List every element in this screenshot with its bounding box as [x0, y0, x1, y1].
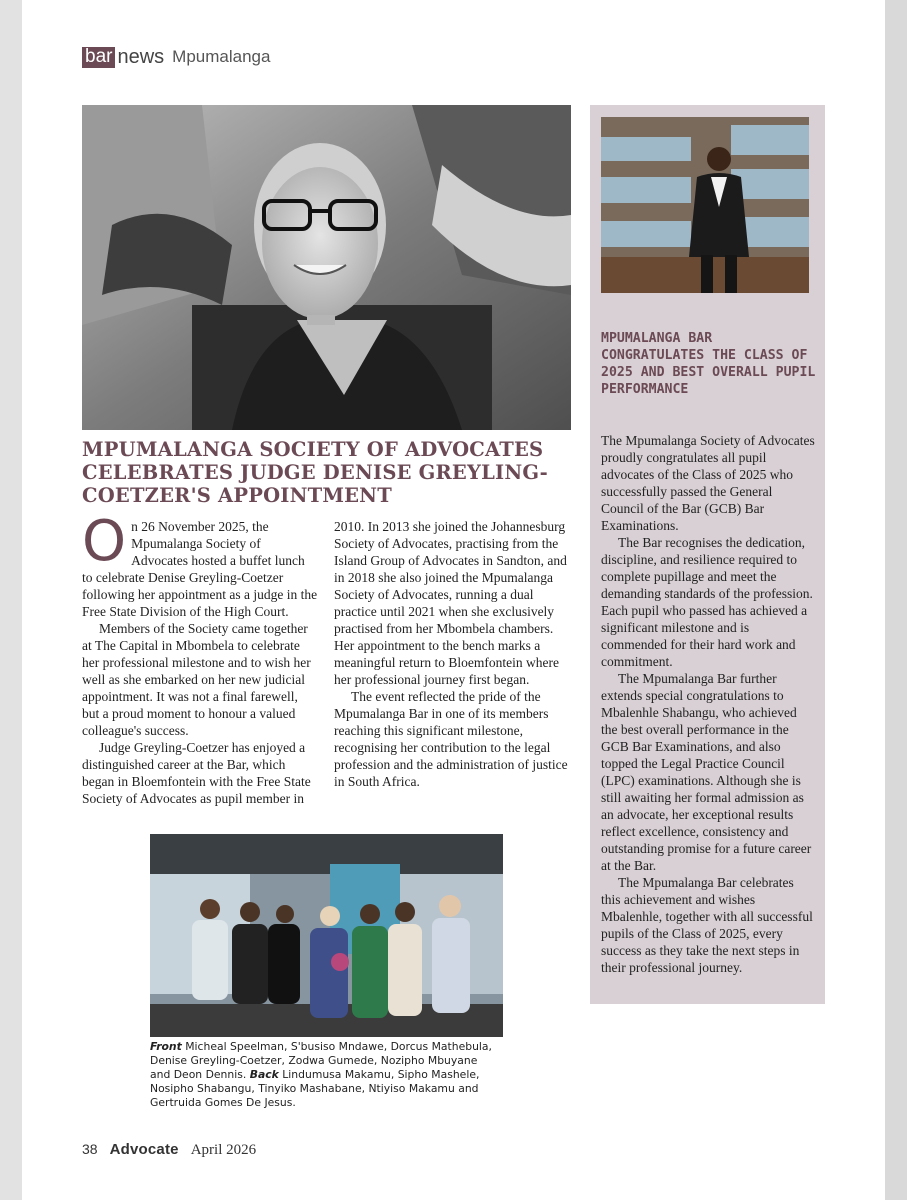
region-label: Mpumalanga [172, 47, 271, 66]
sidebar-paragraph-2: The Bar recognises the dedication, discipline, and resilience required to complete pupillage and meet the demanding standards of the profession. Each pupil who passed has achieved a significant milestone and is commended for their hard work and commitment. [601, 535, 813, 669]
article-headline: MPUMALANGA SOCIETY OF ADVOCATES CELEBRATES JUDGE DENISE GREYLING-COETZER'S APPOINTMENT [82, 438, 548, 507]
section-header [82, 46, 270, 68]
sidebar-paragraph-4: The Mpumalanga Bar celebrates this achievement and wishes Mbalenhle, together with all successful pupils of the Class of 2025, every success as they take the next steps in their professional journey. [601, 875, 813, 975]
pupil-portrait-photo [601, 117, 809, 293]
article-paragraph-3: Judge Greyling-Coetzer has enjoyed a distinguished career at the Bar, which began in Bloemfontein with the Free State Society of Advocates as pupil member in [82, 740, 311, 806]
caption-back-names: Lindumusa Makamu, Sipho Mashele, Nosipho Shabangu, Tinyiko Mashabane, Ntiyiso Makamu and Gertruida Gomes De Jesus. [150, 1068, 480, 1109]
drop-cap: O [82, 509, 127, 574]
caption-front-label: Front [150, 1040, 182, 1053]
article-paragraph-1: On 26 November 2025, the Mpumalanga Society of Advocates hosted a buffet lunch to celebrate Denise Greyling-Coetzer following her appointment as a judge in the Free State Division of the High Court. [82, 509, 318, 619]
article-paragraph-3-continued: 2010. In 2013 she joined the Johannesburg Society of Advocates, practising from the Island Group of Advocates in Sandton, and in 2018 she also joined the Mpumalanga Society of Advocates, running a dual practice until 2021 when she exclusively practised from her Mbombela chambers. Her appointment to the bench marks a meaningful return to Bloemfontein where her professional journey first began. [334, 519, 567, 687]
page-footer [82, 1141, 256, 1159]
sidebar-body [601, 432, 816, 976]
sidebar-paragraph-3: The Mpumalanga Bar further extends special congratulations to Mbalenhle Shabangu, who achieved the best overall performance in the GCB Bar Examinations, and also topped the Legal Practice Council (LPC) examinations. Although she is still awaiting her formal admission as an advocate, her exceptional results reflect excellence, consistency and outstanding promise for a future career at the Bar. [601, 671, 812, 873]
pupil-illustration [601, 117, 809, 293]
article-column-middle [334, 518, 570, 790]
issue-date: April 2026 [190, 1142, 257, 1158]
viewer-right-margin [885, 0, 907, 1200]
publication-name: Advocate [109, 1141, 179, 1158]
article-column-left [82, 509, 318, 807]
page-number: 38 [82, 1141, 98, 1157]
brand-box: bar [82, 47, 115, 68]
portrait-illustration [82, 105, 571, 430]
caption-front-names: Micheal Speelman, S'busiso Mndawe, Dorcus Mathebula, Denise Greyling-Coetzer, Zodwa Gumede, Nozipho Mbuyane and Deon Dennis. [150, 1040, 492, 1081]
photo-caption [150, 1040, 495, 1110]
article-paragraph-2: Members of the Society came together at The Capital in Mbombela to celebrate her professional milestone and to wish her well as she embarked on her new judicial appointment. It was not a final farewell, but a proud moment to honour a valued colleague's success. [82, 621, 311, 738]
caption-back-label: Back [249, 1068, 279, 1081]
judge-portrait-photo [82, 105, 571, 430]
sidebar-title: MPUMALANGA BAR CONGRATULATES THE CLASS OF 2025 AND BEST OVERALL PUPIL PERFORMANCE [601, 331, 816, 397]
group-illustration [150, 834, 503, 1037]
brand-word: news [117, 45, 165, 68]
sidebar-paragraph-1: The Mpumalanga Society of Advocates proudly congratulates all pupil advocates of the Class of 2025 who successfully passed the General Council of the Bar (GCB) Bar Examinations. [601, 433, 815, 533]
group-event-photo [150, 834, 503, 1037]
viewer-left-margin [0, 0, 22, 1200]
article-paragraph-4: The event reflected the pride of the Mpumalanga Bar in one of its members reaching this significant milestone, recognising her contribution to the legal profession and the administration of justice in South Africa. [334, 689, 568, 789]
